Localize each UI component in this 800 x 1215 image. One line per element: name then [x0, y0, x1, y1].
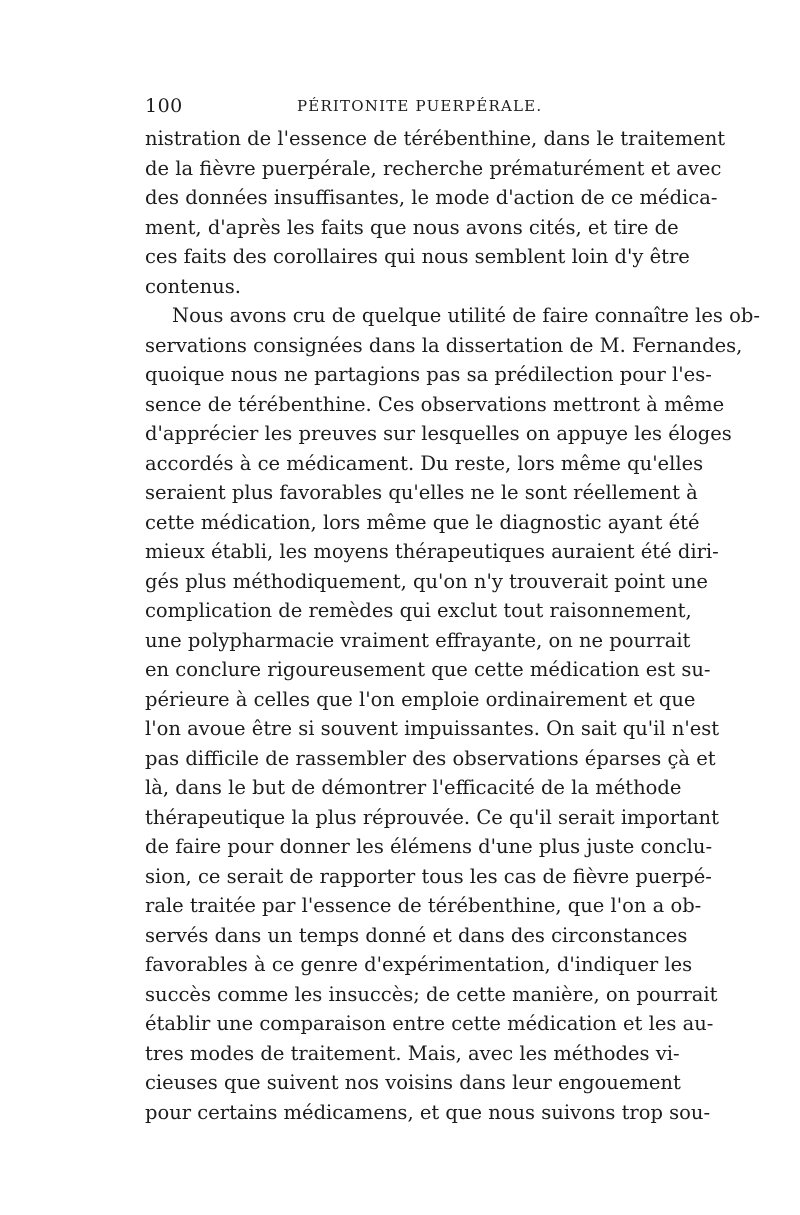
text-line: nistration de l'essence de térébenthine, dans le traitement	[145, 127, 726, 150]
text-line: là, dans le but de démontrer l'efficacité de la méthode	[145, 776, 682, 799]
text-line: d'apprécier les preuves sur lesquelles on appuye les éloges	[145, 422, 732, 445]
text-line: favorables à ce genre d'expérimentation, d'indiquer les	[145, 953, 693, 976]
running-title: PÉRITONITE PUERPÉRALE.	[297, 97, 543, 115]
text-line: rale traitée par l'essence de térébenthine, que l'on a ob-	[145, 894, 702, 917]
text-line: l'on avoue être si souvent impuissantes. On sait qu'il n'est	[145, 717, 720, 740]
paragraph-start-line: Nous avons cru de quelque utilité de faire connaître les ob-	[172, 304, 760, 327]
text-line: gés plus méthodiquement, qu'on n'y trouverait point une	[145, 569, 708, 593]
text-line: de la fièvre puerpérale, recherche prématurément et avec	[145, 156, 722, 180]
text-line: servés dans un temps donné et dans des circonstances	[145, 923, 688, 947]
running-head	[145, 95, 655, 121]
text-line: tres modes de traitement. Mais, avec les méthodes vi-	[145, 1041, 680, 1065]
text-line: mieux établi, les moyens thérapeutiques auraient été diri-	[145, 540, 719, 563]
text-line: périeure à celles que l'on emploie ordinairement et que	[145, 687, 696, 711]
text-line: sence de térébenthine. Ces observations mettront à même	[145, 392, 725, 416]
text-line: ment, d'après les faits que nous avons cités, et tire de	[145, 215, 679, 239]
text-line: en conclure rigoureusement que cette médication est su-	[145, 658, 711, 681]
text-line: des données insuffisantes, le mode d'action de ce médica-	[145, 186, 718, 209]
body-text	[145, 124, 760, 1127]
text-line: établir une comparaison entre cette médication et les au-	[145, 1012, 714, 1035]
text-line: complication de remèdes qui exclut tout raisonnement,	[145, 599, 692, 622]
text-line: accordés à ce médicament. Du reste, lors même qu'elles	[145, 451, 704, 475]
text-line: cette médication, lors même que le diagnostic ayant été	[145, 510, 700, 534]
text-line: pour certains médicamens, et que nous suivons trop sou-	[145, 1100, 711, 1124]
paragraph-end-line: contenus.	[145, 274, 241, 298]
text-line: quoique nous ne partagions pas sa prédilection pour l'es-	[145, 363, 712, 386]
text-line: thérapeutique la plus réprouvée. Ce qu'il serait important	[145, 805, 719, 829]
text-line: succès comme les insuccès; de cette manière, on pourrait	[145, 982, 718, 1006]
text-line: cieuses que suivent nos voisins dans leur engouement	[145, 1071, 681, 1094]
text-line: seraient plus favorables qu'elles ne le sont réellement à	[145, 481, 698, 504]
text-line: ces faits des corollaires qui nous semblent loin d'y être	[145, 245, 690, 268]
text-line: servations consignées dans la dissertation de M. Fernandes,	[145, 333, 743, 357]
text-line: sion, ce serait de rapporter tous les cas de fièvre puerpé-	[145, 864, 712, 888]
page-number: 100	[145, 95, 183, 117]
text-line: pas difficile de rassembler des observations éparses çà et	[145, 746, 716, 770]
text-line: de faire pour donner les élémens d'une plus juste conclu-	[145, 835, 713, 858]
text-line: une polypharmacie vraiment effrayante, on ne pourrait	[145, 628, 691, 652]
